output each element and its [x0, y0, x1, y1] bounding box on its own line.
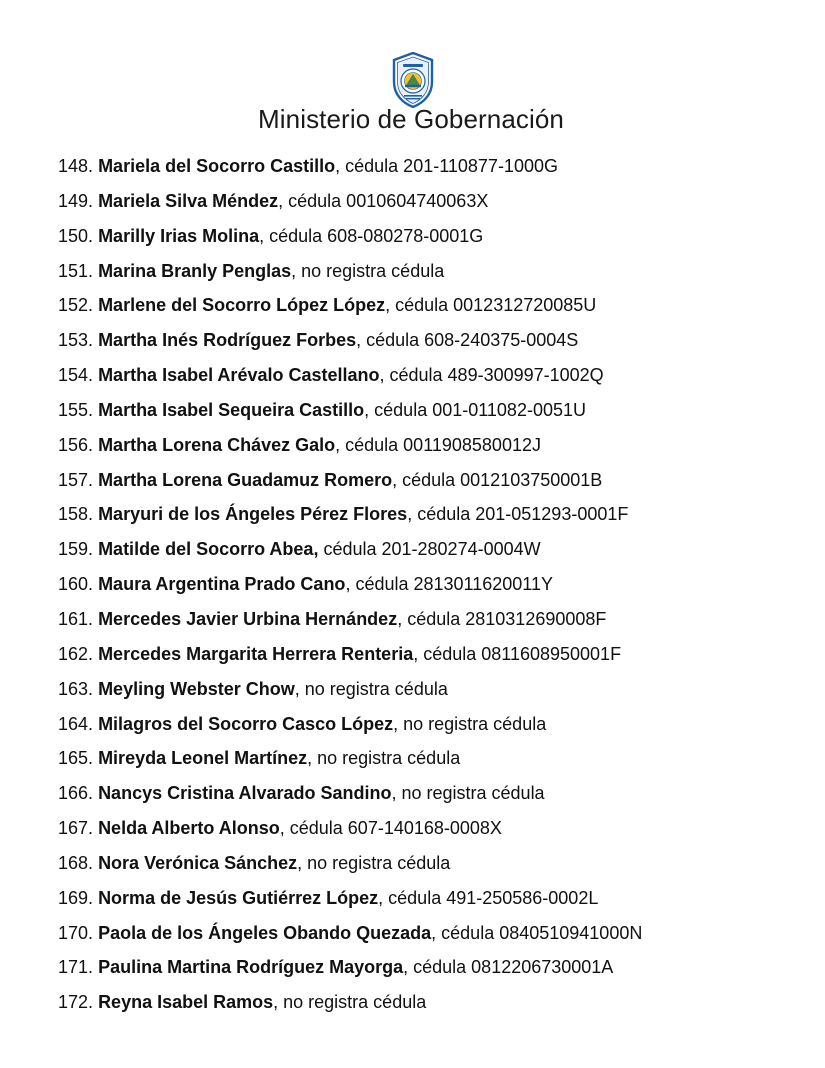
entry-number: 153. — [58, 330, 94, 351]
list-item — [58, 850, 642, 885]
entry-name: Martha Isabel Sequeira Castillo — [98, 399, 365, 420]
entry-name: Maryuri de los Ángeles Pérez Flores — [98, 504, 408, 525]
entry-number: 157. — [58, 469, 94, 490]
entry-number: 160. — [58, 574, 94, 595]
entry-number: 149. — [58, 190, 94, 211]
list-item — [58, 676, 642, 711]
entry-name: Mariela Silva Méndez — [98, 190, 279, 211]
list-item — [58, 467, 642, 502]
list-item — [58, 188, 642, 223]
list-item — [58, 780, 642, 815]
entry-name: Martha Inés Rodríguez Forbes — [98, 330, 357, 351]
entry-detail: cédula 201-280274-0004W — [318, 539, 541, 560]
list-item — [58, 292, 642, 327]
list-item — [58, 223, 642, 258]
entry-name: Meyling Webster Chow — [98, 678, 295, 699]
entry-detail: , cédula 491-250586-0002L — [378, 887, 599, 908]
entry-detail: , cédula 607-140168-0008X — [279, 818, 502, 839]
entry-detail: , cédula 0840510941000N — [431, 922, 643, 943]
entry-name: Nora Verónica Sánchez — [98, 852, 298, 873]
list-item — [58, 815, 642, 850]
list-item — [58, 745, 642, 780]
entry-number: 172. — [58, 992, 94, 1013]
entry-name: Martha Lorena Guadamuz Romero — [98, 469, 393, 490]
entry-number: 152. — [58, 295, 94, 316]
entry-detail: , cédula 608-080278-0001G — [259, 225, 484, 246]
entry-number: 150. — [58, 225, 94, 246]
page-title: Ministerio de Gobernación — [258, 104, 564, 134]
entry-number: 168. — [58, 852, 94, 873]
entry-number: 156. — [58, 434, 94, 455]
entry-number: 158. — [58, 504, 94, 525]
list-item — [58, 258, 642, 293]
entry-detail: , no registra cédula — [307, 748, 461, 769]
entry-name: Marilly Irias Molina — [98, 225, 260, 246]
entry-name: Martha Isabel Arévalo Castellano — [98, 365, 380, 386]
entry-name: Marina Branly Penglas — [98, 260, 292, 281]
list-item — [58, 536, 642, 571]
entry-name: Mireyda Leonel Martínez — [98, 748, 308, 769]
entry-detail: , cédula 0811608950001F — [413, 643, 622, 664]
entry-number: 162. — [58, 643, 94, 664]
entry-detail: , cédula 2813011620011Y — [345, 574, 553, 595]
entry-name: Martha Lorena Chávez Galo — [98, 434, 336, 455]
entry-name: Reyna Isabel Ramos — [98, 992, 274, 1013]
list-item — [58, 327, 642, 362]
list-item — [58, 501, 642, 536]
entry-name: Nelda Alberto Alonso — [98, 818, 280, 839]
entry-name: Mercedes Margarita Herrera Renteria — [98, 643, 414, 664]
entry-number: 148. — [58, 156, 94, 176]
entry-number: 164. — [58, 713, 94, 734]
entry-detail: , cédula 001-011082-0051U — [364, 399, 586, 420]
entry-detail: , cédula 0011908580012J — [335, 434, 541, 455]
entry-number: 170. — [58, 922, 94, 943]
entry-name: Norma de Jesús Gutiérrez López — [98, 887, 379, 908]
list-item — [58, 954, 642, 989]
list-item — [58, 711, 642, 746]
list-item — [58, 606, 642, 641]
ministry-seal-icon — [391, 52, 435, 108]
entry-detail: , cédula 608-240375-0004S — [356, 330, 579, 351]
entry-detail: , no registra cédula — [393, 713, 547, 734]
entry-number: 171. — [58, 957, 94, 978]
entry-detail: , no registra cédula — [297, 852, 451, 873]
list-item — [58, 989, 642, 1024]
entry-name: Paola de los Ángeles Obando Quezada — [98, 922, 432, 943]
names-list — [58, 153, 642, 1024]
entry-number: 161. — [58, 608, 94, 629]
entry-number: 151. — [58, 260, 94, 281]
entry-name: Matilde del Socorro Abea, — [98, 539, 319, 560]
entry-number: 167. — [58, 818, 94, 839]
entry-name: Milagros del Socorro Casco López — [98, 713, 394, 734]
entry-number: 163. — [58, 678, 94, 699]
entry-number: 159. — [58, 539, 94, 560]
list-item — [58, 571, 642, 606]
list-item — [58, 397, 642, 432]
entry-name: Nancys Cristina Alvarado Sandino — [98, 783, 392, 804]
entry-detail: , cédula 0012312720085U — [385, 295, 597, 316]
entry-name: Maura Argentina Prado Cano — [98, 574, 346, 595]
entry-detail: , cédula 0012103750001B — [392, 469, 603, 490]
list-item — [58, 153, 642, 188]
entry-detail: , no registra cédula — [291, 260, 445, 281]
list-item — [58, 641, 642, 676]
entry-name: Mariela del Socorro Castillo — [98, 156, 336, 176]
list-item — [58, 920, 642, 955]
list-item — [58, 362, 642, 397]
entry-number: 169. — [58, 887, 94, 908]
entry-name: Paulina Martina Rodríguez Mayorga — [98, 957, 404, 978]
entry-number: 155. — [58, 399, 94, 420]
entry-detail: , cédula 201-110877-1000G — [335, 156, 558, 176]
entry-detail: , cédula 489-300997-1002Q — [379, 365, 604, 386]
entry-number: 154. — [58, 365, 94, 386]
entry-detail: , no registra cédula — [294, 678, 448, 699]
entry-name: Mercedes Javier Urbina Hernández — [98, 608, 398, 629]
entry-number: 166. — [58, 783, 94, 804]
entry-detail: , cédula 0812206730001A — [403, 957, 614, 978]
list-item — [58, 885, 642, 920]
entry-detail: , no registra cédula — [391, 783, 545, 804]
entry-detail: , no registra cédula — [273, 992, 427, 1013]
entry-detail: , cédula 201-051293-0001F — [407, 504, 629, 525]
entry-number: 165. — [58, 748, 94, 769]
entry-detail: , cédula 2810312690008F — [397, 608, 607, 629]
list-item — [58, 432, 642, 467]
entry-name: Marlene del Socorro López López — [98, 295, 386, 316]
entry-detail: , cédula 0010604740063X — [278, 190, 489, 211]
